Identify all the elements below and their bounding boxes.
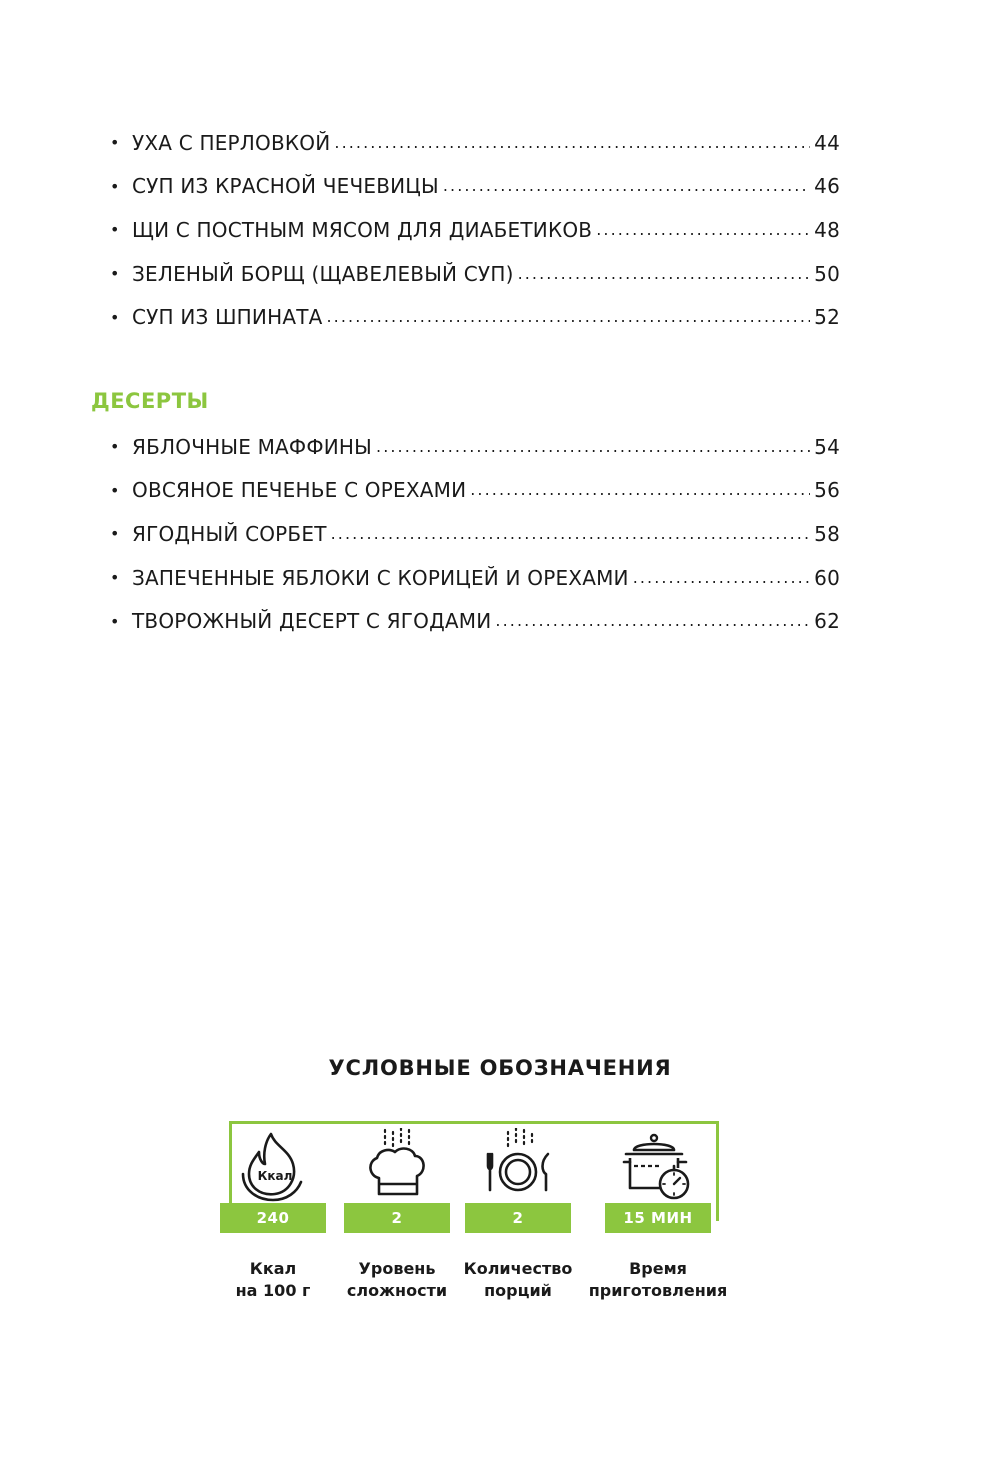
label-line: сложности [346,1281,448,1300]
toc-entry-page: 50 [810,262,840,286]
soups-toc-list [110,121,840,339]
label-line: на 100 г [235,1281,311,1300]
flame-icon-text: Ккал [257,1169,293,1183]
difficulty-value: 2 [344,1203,450,1233]
dot-leader [376,435,810,459]
toc-entry[interactable] [110,121,840,165]
calories-value: 240 [220,1203,326,1233]
dot-leader [633,566,810,590]
toc-entry-page: 52 [810,305,840,329]
dot-leader [596,218,810,242]
toc-entry-page: 60 [810,566,840,590]
toc-entry[interactable] [110,556,840,600]
dot-leader [334,131,810,155]
dot-leader [518,262,810,286]
chef-hat-icon [359,1128,435,1204]
toc-entry-page: 56 [810,478,840,502]
toc-entry[interactable] [110,295,840,339]
legend-item-cooking-time [588,1128,728,1328]
plate-cutlery-icon [480,1128,556,1204]
label-line: приготовления [588,1281,728,1300]
bullet: • [110,480,120,500]
bullet: • [110,568,120,588]
bullet: • [110,220,120,240]
toc-entry-title: ОВСЯНОЕ ПЕЧЕНЬЕ С ОРЕХАМИ [132,478,470,502]
toc-entry-title: ЯБЛОЧНЫЕ МАФФИНЫ [132,435,376,459]
bullet: • [110,307,120,327]
bullet: • [110,611,120,631]
toc-entry-title: СУП ИЗ ШПИНАТА [132,305,327,329]
desserts-toc-list [110,425,840,643]
label-line: Уровень [358,1259,436,1278]
toc-entry-title: ЗАПЕЧЕННЫЕ ЯБЛОКИ С КОРИЦЕЙ И ОРЕХАМИ [132,566,633,590]
servings-label [443,1258,593,1302]
toc-entry-title: ЗЕЛЕНЫЙ БОРЩ (ЩАВЕЛЕВЫЙ СУП) [132,262,518,286]
toc-entry-title: СУП ИЗ КРАСНОЙ ЧЕЧЕВИЦЫ [132,174,443,198]
legend-item-servings [463,1128,573,1328]
toc-entry-title: ТВОРОЖНЫЙ ДЕСЕРТ С ЯГОДАМИ [132,609,495,633]
dot-leader [470,478,810,502]
legend-item-difficulty [342,1128,452,1328]
label-line: Ккал [249,1259,297,1278]
bullet: • [110,264,120,284]
toc-entry-page: 46 [810,174,840,198]
cooking-time-value: 15 МИН [605,1203,711,1233]
pot-timer-icon [620,1128,696,1204]
dot-leader [327,305,811,329]
toc-entry[interactable] [110,512,840,556]
toc-entry-title: ЯГОДНЫЙ СОРБЕТ [132,522,331,546]
legend-title: УСЛОВНЫЕ ОБОЗНАЧЕНИЯ [328,1056,672,1080]
toc-entry-title: УХА С ПЕРЛОВКОЙ [132,131,334,155]
toc-entry-title: ЩИ С ПОСТНЫМ МЯСОМ ДЛЯ ДИАБЕТИКОВ [132,218,596,242]
toc-entry[interactable] [110,425,840,469]
bullet: • [110,176,120,196]
flame-icon [235,1128,311,1204]
bullet: • [110,133,120,153]
dot-leader [495,609,810,633]
bullet: • [110,524,120,544]
label-line: Количество [463,1259,573,1278]
toc-entry[interactable] [110,469,840,513]
dot-leader [331,522,810,546]
toc-entry[interactable] [110,252,840,296]
toc-entry-page: 44 [810,131,840,155]
label-line: Время [629,1259,687,1278]
dot-leader [443,174,810,198]
label-line: порций [484,1281,552,1300]
toc-entry[interactable] [110,599,840,643]
desserts-heading: ДЕСЕРТЫ [91,389,209,413]
bullet: • [110,437,120,457]
toc-entry-page: 62 [810,609,840,633]
cooking-time-label [583,1258,733,1302]
toc-entry[interactable] [110,208,840,252]
toc-entry-page: 58 [810,522,840,546]
toc-entry-page: 54 [810,435,840,459]
toc-entry-page: 48 [810,218,840,242]
servings-value: 2 [465,1203,571,1233]
legend-item-calories [218,1128,328,1328]
toc-entry[interactable] [110,165,840,209]
